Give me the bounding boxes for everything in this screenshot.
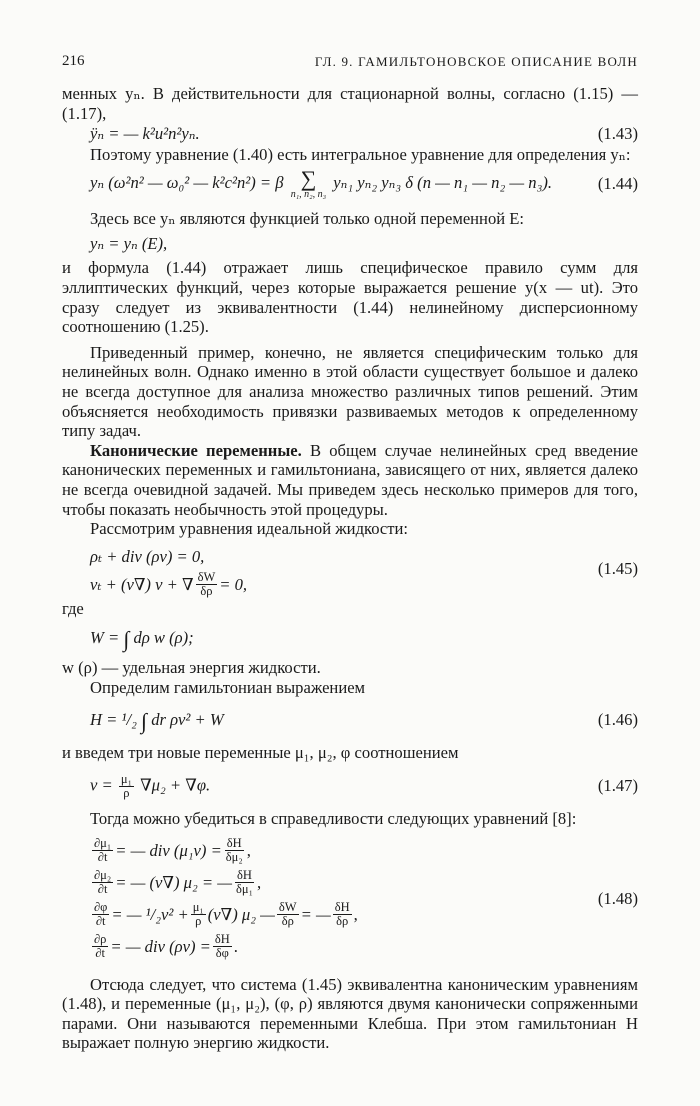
equation-1-44-number: (1.44) xyxy=(597,173,638,193)
paragraph-4: и формула (1.44) отражает лишь специфическое правило сумм для эллиптических функций, через которые выражается решение y(x — ut). Это сразу следует из эквивалентности (1.44) нелинейному дисперсионному соотношению (1.25). xyxy=(62,258,638,337)
equation-1-45-number: (1.45) xyxy=(597,558,638,578)
equation-1-48-line-2: = — (v∇) μ₂ = — xyxy=(115,872,232,892)
paragraph-3: Здесь все yₙ являются функцией только одной переменной E: xyxy=(90,208,525,228)
equation-1-45-line-2b: = 0, xyxy=(219,574,248,594)
equation-1-44-left: yₙ (ω²n² — ω₀² — k²c²n²) = β xyxy=(90,172,284,192)
equation-W-right: dρ w (ρ); xyxy=(133,627,194,647)
page-number: 216 xyxy=(62,53,85,69)
paragraph-8: w (ρ) — удельная энергия жидкости. xyxy=(62,658,321,678)
equation-1-47-number: (1.47) xyxy=(597,776,638,796)
page-body xyxy=(62,84,638,1053)
fraction-dW-drho: $\frac{\delta W}{\delta\rho}$ xyxy=(197,570,216,599)
paragraph-2: Поэтому уравнение (1.40) есть интегральное уравнение для определения yₙ: xyxy=(90,145,631,165)
equation-1-48-line-1: = — div (μ₁v) = xyxy=(115,840,222,860)
section-heading-canonical: Канонические переменные. xyxy=(90,440,302,460)
integral-sign: ∫ xyxy=(141,708,148,734)
paragraph-6 xyxy=(62,441,638,519)
running-title: ГЛ. 9. ГАМИЛЬТОНОВСКОЕ ОПИСАНИЕ ВОЛН xyxy=(314,54,638,69)
paragraph-7: Рассмотрим уравнения идеальной жидкости: xyxy=(90,519,409,539)
paragraph-5: Приведенный пример, конечно, не является специфическим только для нелинейных волн. Однако именно в этой области существует большое и далеко не всегда доступное для анализа множество различных типов решений. Этим объясняется необходимость привязки развиваемых методов к определенному типу задач. xyxy=(62,342,638,441)
equation-1-48-line-4: = — div (ρv) = xyxy=(110,936,211,956)
equation-1-48-line-3: = — ¹/₂v² + xyxy=(111,904,189,924)
equation-1-46-number: (1.46) xyxy=(597,710,638,730)
page-header xyxy=(62,52,638,72)
where-label: где xyxy=(62,598,84,618)
equation-yn xyxy=(62,228,638,258)
equation-W xyxy=(62,618,638,658)
equation-1-47-right: ∇μ₂ + ∇φ. xyxy=(140,774,211,794)
paragraph-6-text: В общем случае нелинейных сред введение канонических переменных и гамильтониана, зависящего от них, является далеко не всегда очевидной задачей. Мы приведем здесь несколько примеров для того, чтобы показать необычность этой процедуры. xyxy=(62,440,639,519)
equation-1-46 xyxy=(62,697,638,743)
paragraph-12: Отсюда следует, что система (1.45) эквивалентна каноническим уравнениям (1.48), и переменные (μ₁, μ₂), (φ, ρ) являются двумя канонически сопряженными парами. Они называются переменными Клебша. При этом гамильтониан H выражает полную энергию жидкости. xyxy=(62,974,638,1053)
equation-1-48-number: (1.48) xyxy=(597,888,638,908)
equation-yn-body: yₙ = yₙ (E), xyxy=(90,233,168,253)
paragraph-9: Определим гамильтониан выражением xyxy=(90,677,366,697)
equation-1-47 xyxy=(62,763,638,809)
equation-1-46-left: H = ¹/₂ xyxy=(90,709,137,729)
equation-1-48: $\frac{\text{∂μ₁}}{\partial t}$ = — div (μ₁v) = $\frac{\delta H}{\text{δμ₂}}$ , $\frac{\text{∂μ₂}}{\partial t}$ = — (v∇) μ₂ = — $\frac{\delta H}{\text{δμ₁}}$ , $\frac{\partial\varphi}{\partial t}$ = — ¹/₂v² + $\frac{\text{μ₁}}{\rho}$ (v∇) μ₂ — $\frac{\delta W}{\delta\rho}$ = — $\frac{\delta H}{\delta\rho}$ , $\frac{\partial\rho}{\partial t}$ = — div (ρv) = $\frac{\delta H}{\delta\varphi}$ . (1.48) xyxy=(94,836,638,961)
equation-1-47-left: v = xyxy=(90,774,113,794)
fraction-mu1-rho: $\frac{\text{μ₁}}{\rho}$ xyxy=(120,771,132,800)
equation-1-44-right: yₙ₁ yₙ₂ yₙ₃ δ (n — n₁ — n₂ — n₃). xyxy=(333,172,553,192)
equation-1-43-body: ÿₙ = — k²u²n²yₙ. xyxy=(90,124,200,144)
sum-operator: ∑ n₁, n₂, n₃ xyxy=(290,165,327,200)
equation-1-46-right: dr ρv² + W xyxy=(151,709,224,729)
equation-1-44 xyxy=(62,165,638,203)
equation-W-left: W = xyxy=(90,627,120,647)
equation-1-45-line-1: ρₜ + div (ρv) = 0, xyxy=(90,546,205,566)
paragraph-11: Тогда можно убедиться в справедливости следующих уравнений [8]: xyxy=(90,809,577,829)
equation-1-45 xyxy=(62,539,638,599)
equation-1-43 xyxy=(62,123,638,145)
sum-limits: n₁, n₂, n₃ xyxy=(290,188,327,200)
integral-sign: ∫ xyxy=(123,626,130,652)
paragraph-10: и введем три новые переменные μ₁, μ₂, φ соотношением xyxy=(62,743,459,763)
paragraph-1: менных yₙ. В действительности для стационарной волны, согласно (1.15) — (1.17), xyxy=(62,84,638,123)
equation-1-45-line-2a: vₜ + (v∇) v + ∇ xyxy=(90,574,194,594)
equation-1-43-number: (1.43) xyxy=(597,124,638,144)
